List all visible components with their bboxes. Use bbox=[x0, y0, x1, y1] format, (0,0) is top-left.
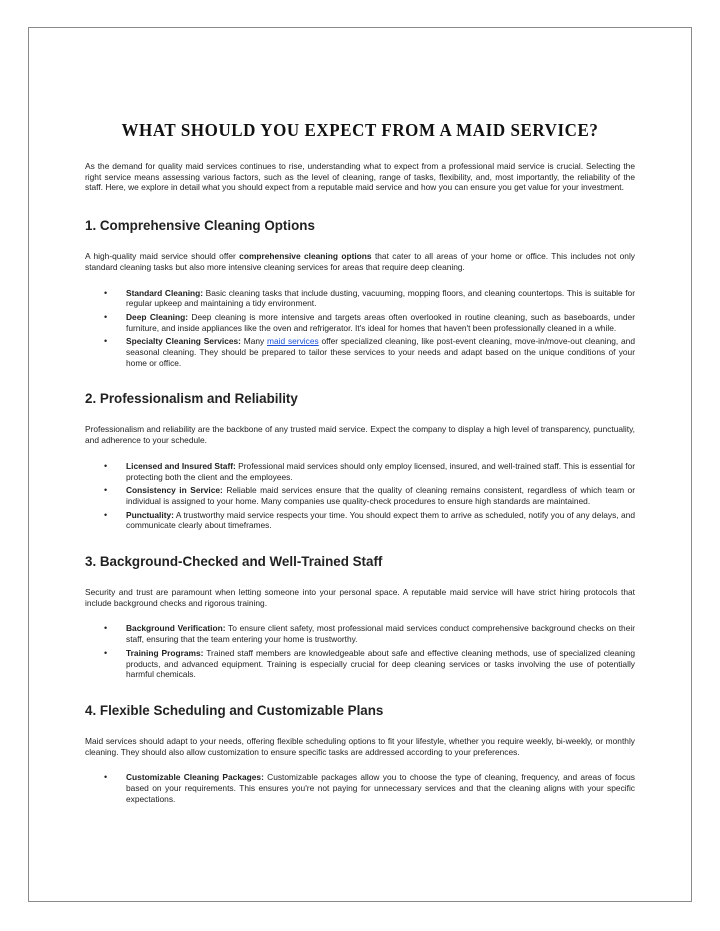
bullet-list bbox=[85, 623, 635, 680]
list-item bbox=[85, 772, 635, 804]
section-flexible-scheduling bbox=[85, 703, 635, 805]
section-heading: 1. Comprehensive Cleaning Options bbox=[85, 218, 315, 234]
list-item-text: Reliable maid services ensure that the quality of cleaning remains consistent, regardless of which team or individual is assigned to your home. Many companies use quality-check procedures to ensure high standards are maintained. bbox=[126, 485, 635, 506]
section-heading: 2. Professionalism and Reliability bbox=[85, 391, 298, 407]
list-item-text: Deep cleaning is more intensive and targets areas often overlooked in routine cleaning, such as baseboards, under furniture, and inside appliances like the oven and refrigerator. It's ideal for homes that haven't been professionally cleaned in a while. bbox=[126, 311, 635, 333]
bullet-list bbox=[85, 772, 635, 804]
list-item-text: Customizable packages allow you to choose the type of cleaning, frequency, and areas of focus based on your requirements. This ensures you're not paying for unnecessary services and that the cleaning aligns with your specific expectations. bbox=[126, 772, 635, 804]
document-body bbox=[85, 120, 635, 828]
list-item-text: A trustworthy maid service respects your time. You should expect them to arrive as scheduled, notify you of any delays, and communicate clearly about timeframes. bbox=[126, 509, 635, 531]
paragraph-text: A high-quality maid service should offer bbox=[85, 251, 240, 262]
list-item-term: Specialty Cleaning Services: bbox=[126, 336, 241, 347]
section-paragraph: Maid services should adapt to your needs, offering flexible scheduling options to fit your lifestyle, whether you require weekly, bi-weekly, or monthly cleaning. They should also allow customization to ensure specific tasks are addressed according to your preferences. bbox=[85, 735, 635, 757]
bullet-icon: • bbox=[104, 311, 108, 322]
list-item-text: offer specialized cleaning, like post-event cleaning, move-in/move-out cleaning, and seasonal cleaning. They should be prepared to tailor these services to your needs and adapt based on the unique conditions of your home or office. bbox=[126, 336, 635, 368]
list-item bbox=[85, 288, 635, 309]
list-item-text: To ensure client safety, most professional maid services conduct comprehensive background checks on their staff, ensuring that the team entering your home is trustworthy. bbox=[126, 623, 635, 645]
bullet-list bbox=[85, 288, 635, 369]
section-professionalism bbox=[85, 391, 635, 531]
list-item-text: Professional maid services should only employ licensed, insured, and well-trained staff. This is essential for protecting both the client and the employees. bbox=[126, 460, 636, 482]
list-item bbox=[85, 336, 635, 368]
list-item-text: Basic cleaning tasks that include dusting, vacuuming, mopping floors, and cleaning countertops. This is suitable for regular upkeep and maintaining a tidy environment. bbox=[126, 287, 635, 309]
list-item-term: Licensed and Insured Staff: bbox=[126, 460, 236, 471]
document-title: WHAT SHOULD YOU EXPECT FROM A MAID SERVICE? bbox=[121, 120, 599, 140]
list-item-text: Trained staff members are knowledgeable about safe and effective cleaning methods, use of specialized cleaning products, and advanced equipment. Training is especially crucial for deep cleaning services or tasks involving the use of potentially harmful chemicals. bbox=[126, 647, 635, 680]
list-item-term: Deep Cleaning: bbox=[126, 311, 189, 322]
intro-paragraph: As the demand for quality maid services continues to rise, understanding what to expect from a professional maid service is crucial. Selecting the right service means assessing various factors, such as the level of cleaning, range of tasks, flexibility, and, most importantly, the reliability of the staff. Here, we explore in detail what you should expect from a reputable maid service and how you can ensure you get value for your investment. bbox=[85, 161, 635, 193]
list-item bbox=[85, 510, 635, 531]
bullet-icon: • bbox=[104, 509, 108, 520]
list-item bbox=[85, 648, 635, 680]
section-heading: 3. Background-Checked and Well-Trained Staff bbox=[85, 554, 383, 570]
list-item-text: Many bbox=[240, 336, 268, 347]
list-item-term: Punctuality: bbox=[126, 509, 174, 520]
section-paragraph: Security and trust are paramount when letting someone into your personal space. A reputable maid service will have strict hiring protocols that include background checks and rigorous training. bbox=[85, 587, 635, 608]
paragraph-emphasis: comprehensive cleaning options bbox=[239, 251, 372, 262]
list-item bbox=[85, 312, 635, 333]
list-item-term: Training Programs: bbox=[126, 647, 204, 658]
bullet-icon: • bbox=[104, 772, 108, 783]
section-paragraph bbox=[85, 251, 635, 272]
bullet-list bbox=[85, 461, 635, 531]
bullet-icon: • bbox=[104, 647, 108, 658]
list-item-term: Consistency in Service: bbox=[126, 485, 223, 496]
bullet-icon: • bbox=[104, 287, 108, 298]
list-item-term: Standard Cleaning: bbox=[126, 287, 204, 298]
list-item bbox=[85, 461, 635, 482]
bullet-icon: • bbox=[104, 460, 108, 471]
paragraph-text: that cater to all areas of your home or office. This includes not only standard cleaning tasks but also more intensive cleaning services for areas that require deep cleaning. bbox=[85, 251, 635, 272]
list-item bbox=[85, 485, 635, 506]
section-background-checked bbox=[85, 554, 635, 680]
bullet-icon: • bbox=[104, 485, 108, 496]
list-item bbox=[85, 623, 635, 644]
section-heading: 4. Flexible Scheduling and Customizable Plans bbox=[85, 702, 384, 718]
bullet-icon: • bbox=[104, 623, 108, 634]
maid-services-link[interactable]: maid services bbox=[267, 336, 319, 347]
section-comprehensive-cleaning bbox=[85, 218, 635, 368]
bullet-icon: • bbox=[104, 336, 108, 347]
section-paragraph: Professionalism and reliability are the backbone of any trusted maid service. Expect the company to display a high level of transparency, punctuality, and adherence to your schedule. bbox=[85, 424, 635, 446]
list-item-term: Background Verification: bbox=[126, 623, 226, 634]
list-item-term: Customizable Cleaning Packages: bbox=[126, 772, 264, 783]
